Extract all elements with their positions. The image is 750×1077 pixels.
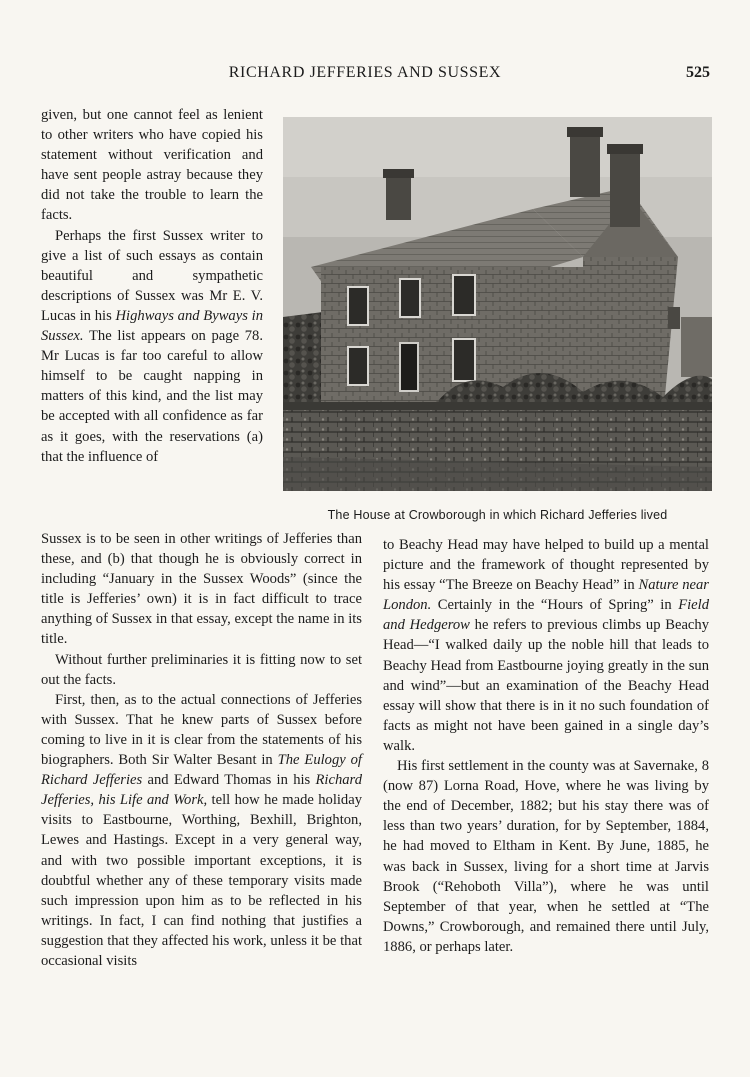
paragraph-without: Without further preliminaries it is fitting now to set out the facts. [41,651,362,688]
book-title: Richard Jefferies, his Life and Work, [41,772,362,809]
book-title: Highways and Byways in Sussex. [41,307,263,345]
book-title: Nature near London. [383,577,709,614]
text-run: Certainly in the “Hours of Spring” in [431,597,679,614]
left-column-lower [41,529,362,971]
text-run: he refers to previous climbs up Beachy Head—“I walked daily up the noble hill that leads to Beachy Head from Eastbourne joying greatly in the sun and wind”—but an examination of the Beachy Head essay will show that there is in it no such foundation of facts as might not have been gained in a single day’s walk. [383,617,710,754]
book-title: Field and Hedgerow [383,597,709,634]
text-run: The list appears on page 78. Mr Lucas is far too careful to allow himself to be caught napping in matters of this kind, and the list may be accepted with all confidence as far as it goes, with the reservations (a) that the influence of [41,328,263,465]
chimney-right [570,132,600,197]
paragraph-perhaps [41,226,263,467]
photo-caption: The House at Crowborough in which Richard Jefferies lived [327,508,668,522]
house-photograph [283,117,712,491]
paragraph-sussex-cont: Sussex is to be seen in other writings of Jefferies than these, and (b) that though he is obviously correct in including “January in the Sussex Woods” (since the title is Jefferies’ own) it is in fact difficult to trace anything of Sussex in that essay, except the name in its title. [41,531,362,648]
text-run: First, then, as to the actual connections of Jefferies with Sussex. That he knew parts of Sussex before coming to live in it is clear from the statements of his biographers. Both Sir Walter Besant in [41,691,362,769]
page-header [0,64,750,88]
left-column-upper [41,105,263,467]
text-run: tell how he made holiday visits to Eastbourne, Worthing, Bexhill, Brighton, Lewes and Hastings. Except in a very general way, and with two possible important exceptions, it is doubtful whether any of these temporary visits made such impression upon him as to be reflected in his writings. In fact, I can find nothing that justifies a suggestion that they affected his work, unless it be that occasional visits [41,792,362,969]
text-run: and Edward Thomas in his [142,772,316,789]
front-door [400,343,418,391]
text-run: to Beachy Head may have helped to build up a mental picture and the framework of thought represented by his essay “The Breeze on Beachy Head” in [383,537,709,594]
right-column-lower [383,535,709,957]
paragraph-beachy-head [383,535,709,756]
paragraph-first-settlement: His first settlement in the county was at Savernake, 8 (now 87) Lorna Road, Hove, where he was living by the end of December, 1882; but his stay there was of less than two years’ duration, for by September, 1884, he had moved to Eltham in Kent. By June, 1885, he was back in Sussex, living for a short time at Jarvis Brook (“Rehoboth Villa”), where he was until September of that year, when he settled at “The Downs,” Crowborough, and remained there until July, 1886, or perhaps later. [383,758,709,955]
text-run: Perhaps the first Sussex writer to give a list of such essays as contain beautiful and sympathetic descriptions of Sussex was Mr E. V. Lucas in his [41,227,263,324]
paragraph-given: given, but one cannot feel as lenient to other writers who have copied his statement without verification and have sent people astray because they did not take the trouble to learn the facts. [41,107,263,224]
chimney-far [610,149,640,227]
book-title: The Eulogy of Richard Jefferies [41,752,362,789]
paragraph-first-then [41,690,362,971]
chimney-left [386,172,411,220]
page-number: 525 [686,64,710,81]
running-title: RICHARD JEFFERIES AND SUSSEX [228,64,502,81]
